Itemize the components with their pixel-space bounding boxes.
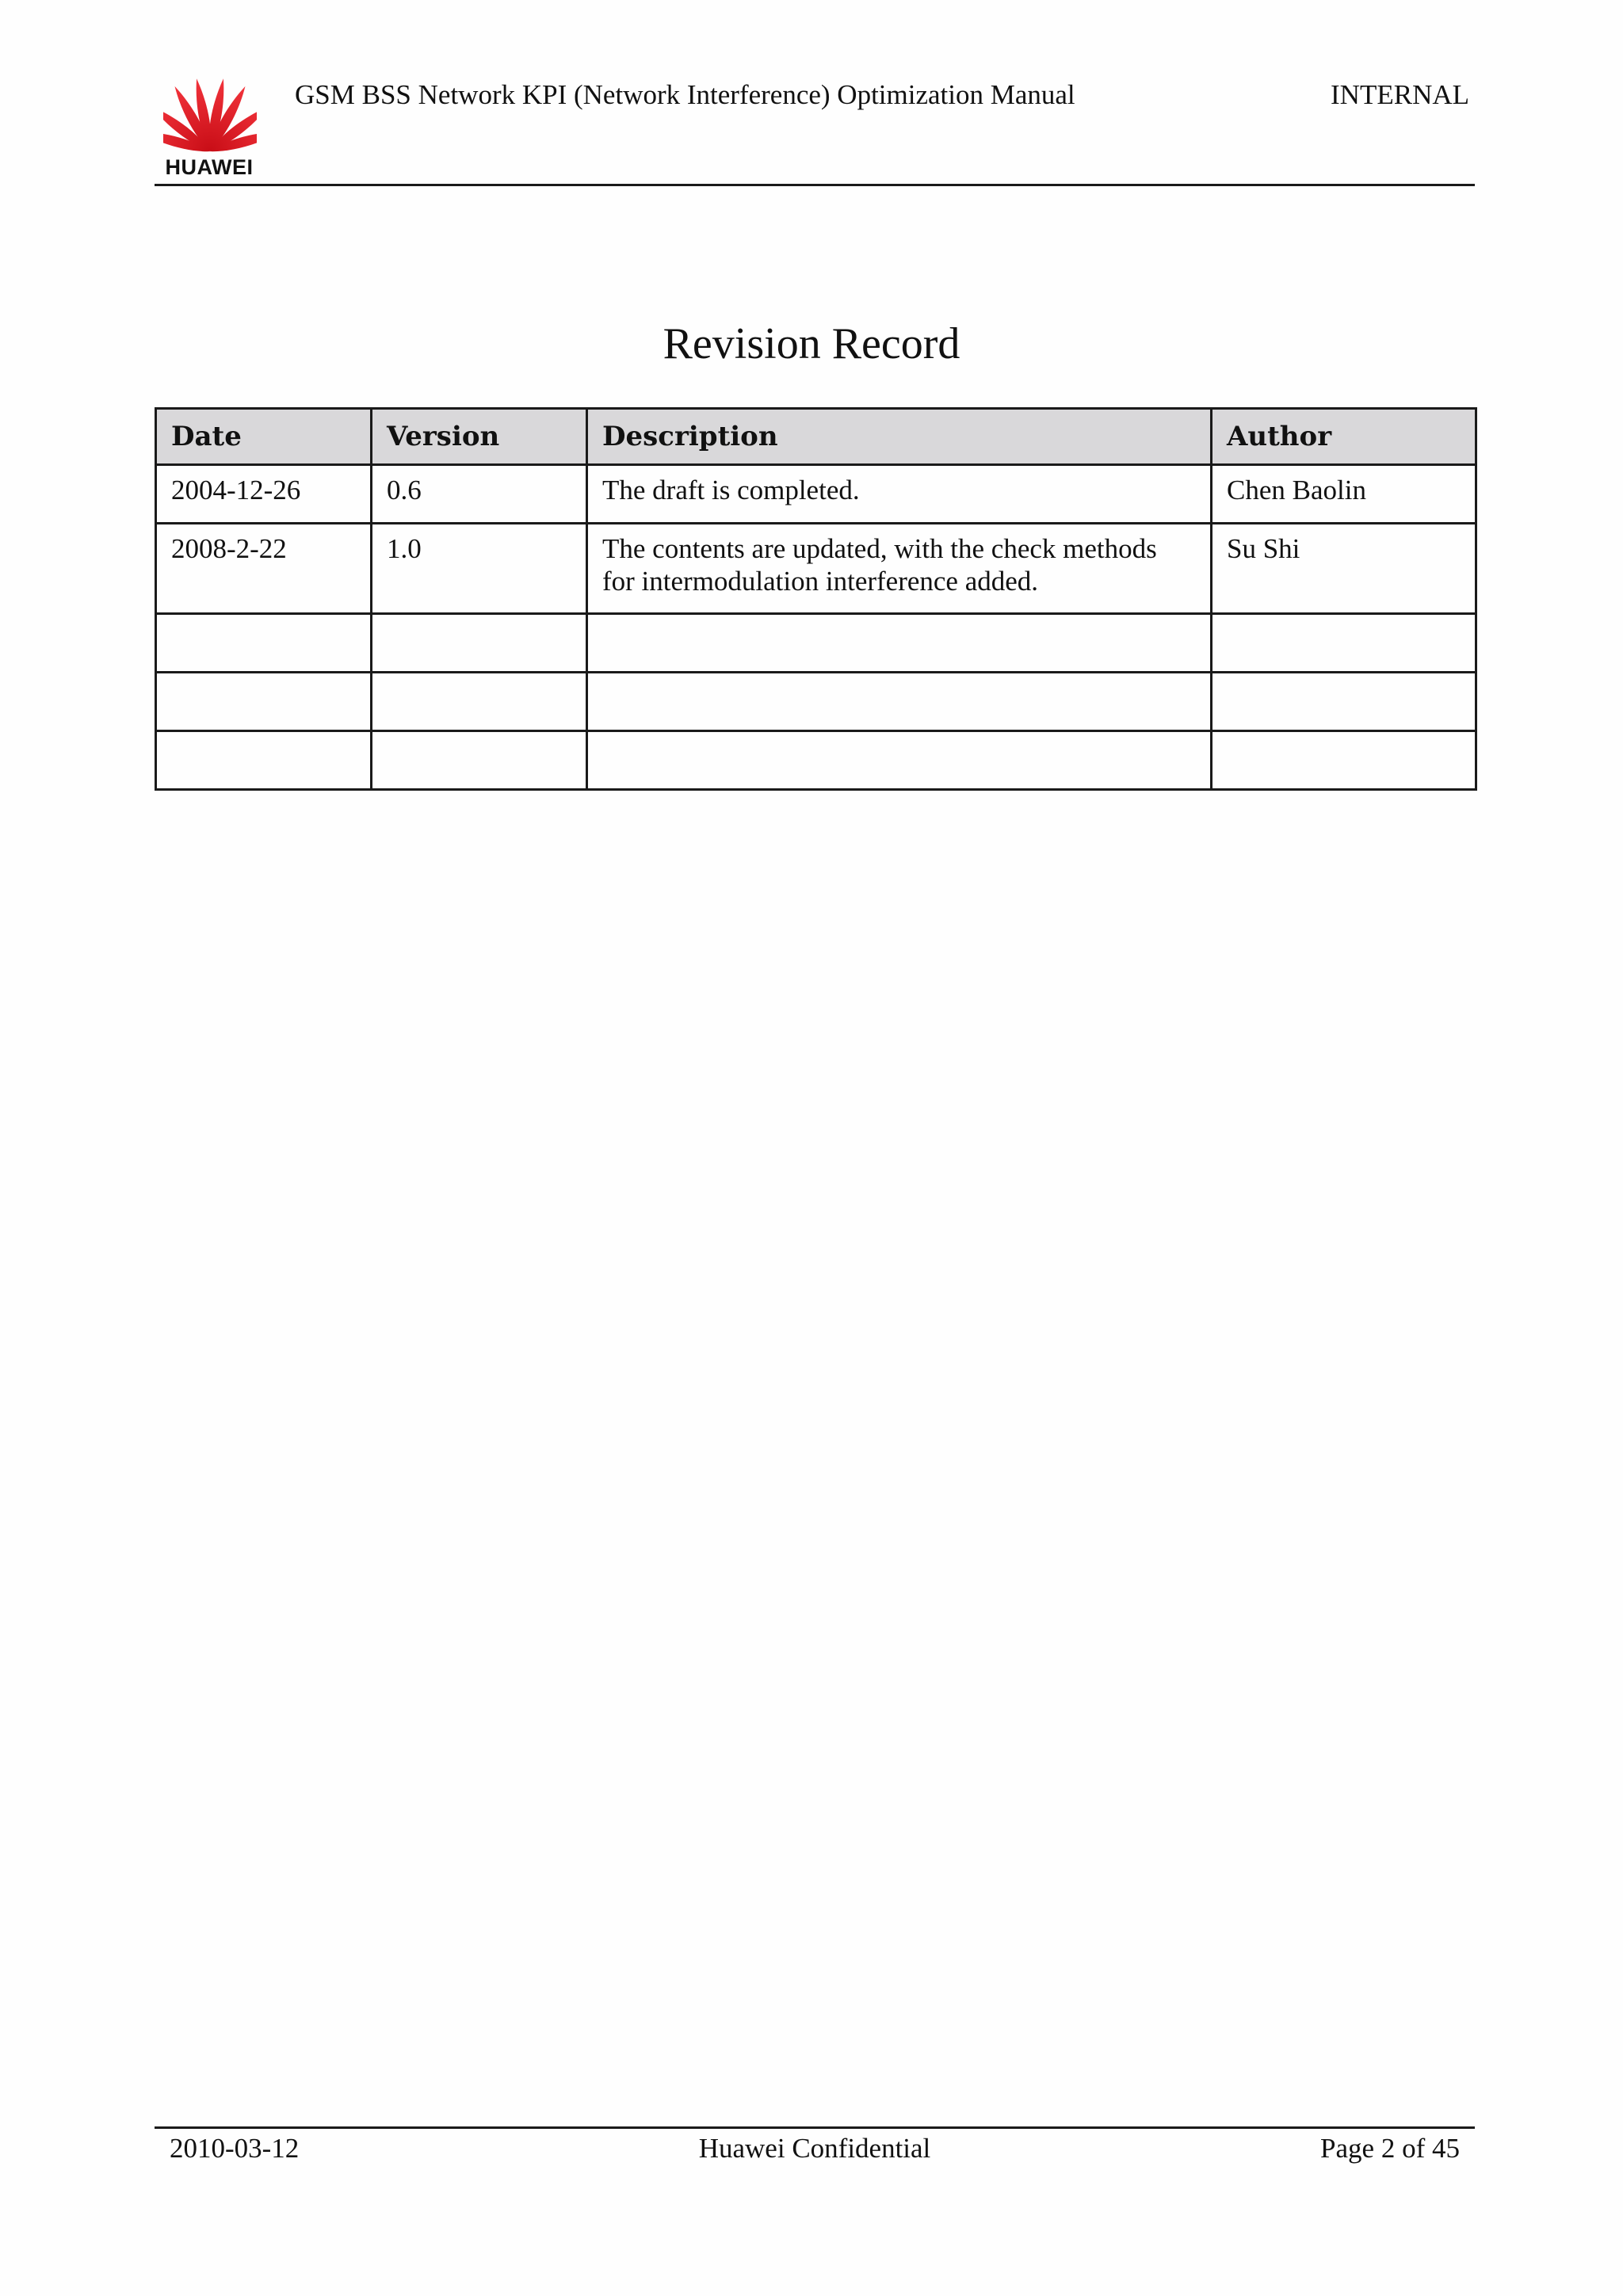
cell-version xyxy=(372,731,587,790)
cell-author: Chen Baolin xyxy=(1212,465,1476,524)
cell-date xyxy=(156,614,372,673)
cell-description xyxy=(587,614,1212,673)
table-row xyxy=(156,614,1476,673)
cell-date xyxy=(156,731,372,790)
document-title: GSM BSS Network KPI (Network Interference) Optimization Manual xyxy=(295,79,1075,110)
classification-label: INTERNAL xyxy=(1331,79,1469,110)
footer-divider xyxy=(155,2126,1475,2129)
cell-version: 1.0 xyxy=(372,524,587,614)
cell-description xyxy=(587,731,1212,790)
cell-author: Su Shi xyxy=(1212,524,1476,614)
cell-description: The draft is completed. xyxy=(587,465,1212,524)
column-header-date: Date xyxy=(156,409,372,465)
cell-version: 0.6 xyxy=(372,465,587,524)
footer-confidential: Huawei Confidential xyxy=(698,2133,931,2164)
table-row xyxy=(156,673,1476,731)
footer-date: 2010-03-12 xyxy=(170,2133,300,2164)
cell-author xyxy=(1212,614,1476,673)
huawei-logo xyxy=(155,73,266,179)
logo-wordmark: HUAWEI xyxy=(165,155,254,179)
cell-date: 2008-2-22 xyxy=(156,524,372,614)
table-header-row xyxy=(156,409,1476,465)
table-row xyxy=(156,465,1476,524)
cell-description xyxy=(587,673,1212,731)
cell-author xyxy=(1212,673,1476,731)
header-divider xyxy=(155,184,1475,186)
table-row xyxy=(156,731,1476,790)
cell-author xyxy=(1212,731,1476,790)
cell-version xyxy=(372,614,587,673)
cell-date: 2004-12-26 xyxy=(156,465,372,524)
revision-table xyxy=(155,407,1477,791)
table-row xyxy=(156,524,1476,614)
cell-date xyxy=(156,673,372,731)
column-header-author: Author xyxy=(1212,409,1476,465)
column-header-version: Version xyxy=(372,409,587,465)
cell-description: The contents are updated, with the check methods for intermodulation interference added. xyxy=(587,524,1212,614)
cell-version xyxy=(372,673,587,731)
page-number: Page 2 of 45 xyxy=(1320,2133,1460,2164)
page-heading: Revision Record xyxy=(663,319,960,368)
huawei-petal-logo-icon xyxy=(163,73,257,152)
column-header-description: Description xyxy=(587,409,1212,465)
